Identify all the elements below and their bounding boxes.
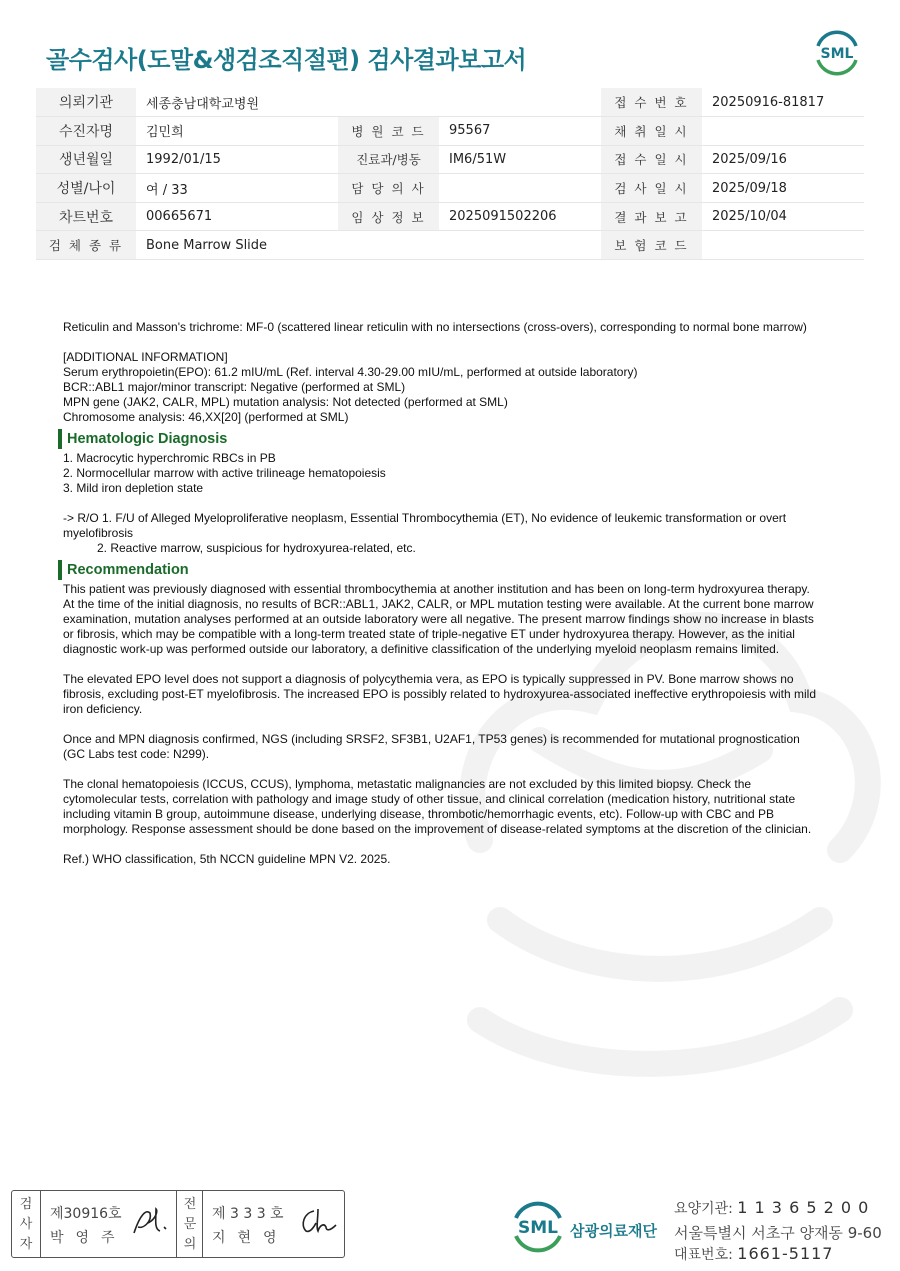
sml-logo [812,30,862,76]
logo-text: SML [820,46,854,62]
field-value-clinical-info: 2025091502206 [439,202,601,231]
field-label-insurance-code: 보 험 코 드 [601,231,702,260]
recommendation-paragraph: The clonal hematopoiesis (ICCUS, CCUS), lymphoma, metastatic malignancies are not excluded by this limited biopsy. Check the cytomolecular tests, correlation with pathology and image study of other tissue, and clinical correlation (medication history, nutritional state including vitamin B group, autoimmune disease, underlying disease, thrombotic/hemorrhagic events, etc). Follow-up with CBC and PB morphology. Response assessment should be done based on the improvement of disease-related symptoms at the discretion of the clinician. [63,777,812,836]
table-row [36,174,864,203]
field-label-test-date: 검 사 일 시 [601,174,702,203]
organization-name: 삼광의료재단 [570,1222,657,1240]
field-value-result-report: 2025/10/04 [702,202,864,231]
field-value-attending-doctor [439,174,601,203]
institution-code: 요양기관: 1 1 3 6 5 2 0 0 [674,1198,870,1217]
field-label-accession-number: 접 수 번 호 [601,88,702,117]
field-label-attending-doctor: 담 당 의 사 [338,174,439,203]
logo-text: SML [518,1218,558,1238]
specialist-name: 지현영 [212,1230,289,1246]
field-label-sex-age: 성별/나이 [36,174,136,203]
field-value-received-date: 2025/09/16 [702,145,864,174]
signature-box [11,1190,345,1258]
section-heading-recommendation: Recommendation [58,560,823,580]
table-row [36,117,864,146]
field-label-result-report: 결 과 보 고 [601,202,702,231]
field-value-sex-age: 여 / 33 [136,174,338,203]
additional-info-line: MPN gene (JAK2, CALR, MPL) mutation analysis: Not detected (performed at SML) [63,395,508,409]
field-value-accession-number: 20250916-81817 [702,88,864,117]
specialist-label: 전 문 의 [183,1197,197,1252]
field-label-specimen-type: 검 체 종 류 [36,231,136,260]
address: 서울특별시 서초구 양재동 9-60 [674,1224,882,1242]
field-value-requesting-institution: 세종충남대학교병원 [136,88,601,117]
field-label-requesting-institution: 의뢰기관 [36,88,136,117]
additional-info-header: [ADDITIONAL INFORMATION] [63,350,228,364]
reference-line: Ref.) WHO classification, 5th NCCN guideline MPN V2. 2025. [63,852,391,866]
field-value-insurance-code [702,231,864,260]
report-body [63,320,823,867]
field-value-collection-date [702,117,864,146]
field-value-chart-number: 00665671 [136,202,338,231]
recommendation-paragraph: Once and MPN diagnosis confirmed, NGS (including SRSF2, SF3B1, U2AF1, TP53 genes) is recommended for mutational prognostication (GC Labs test code: N299). [63,732,800,761]
table-row [36,202,864,231]
field-label-chart-number: 차트번호 [36,202,136,231]
recommendation-paragraph: The elevated EPO level does not support a diagnosis of polycythemia vera, as EPO is typically suppressed in PV. Bone marrow shows no fibrosis, excluding post-ET myelofibrosis. The increased EPO is possibly related to hydroxyurea-associated ineffective erythropoiesis with mild iron deficiency. [63,672,817,716]
field-value-department-ward: IM6/51W [439,145,601,174]
examiner-signature [130,1205,176,1239]
diagnosis-item: 1. Macrocytic hyperchromic RBCs in PB [63,451,276,465]
table-row [36,145,864,174]
reticulin-finding: Reticulin and Masson's trichrome: MF-0 (scattered linear reticulin with no intersections (cross-overs), corresponding to normal bone marrow) [63,320,807,334]
diagnosis-item: 2. Normocellular marrow with active trilineage hematopoiesis [63,466,386,480]
rule-out-item: 2. Reactive marrow, suspicious for hydroxyurea-related, etc. [97,541,416,555]
specialist-registration: 제 3 3 3 호 [212,1206,284,1222]
field-value-test-date: 2025/09/18 [702,174,864,203]
diagnosis-item: 3. Mild iron depletion state [63,481,204,495]
field-label-birth-date: 생년월일 [36,145,136,174]
table-row [36,231,864,260]
examiner-name: 박영주 [50,1230,127,1246]
field-label-hospital-code: 병 원 코 드 [338,117,439,146]
field-label-department-ward: 진료과/병동 [338,145,439,174]
rule-out-item: -> R/O 1. F/U of Alleged Myeloproliferative neoplasm, Essential Thrombocythemia (ET), No evidence of leukemic transformation or overt myelofibrosis [63,511,787,540]
additional-info-line: Chromosome analysis: 46,XX[20] (performed at SML) [63,410,349,424]
examiner-registration: 제30916호 [50,1206,122,1222]
specialist-signature [296,1205,342,1239]
field-label-clinical-info: 임 상 정 보 [338,202,439,231]
phone-number: 대표번호: 1661-5117 [674,1244,834,1263]
examiner-label: 검 사 자 [19,1197,33,1252]
recommendation-paragraph: This patient was previously diagnosed with essential thrombocythemia at another institution and has been on long-term hydroxyurea therapy. At the time of the initial diagnosis, no results of BCR::ABL1, JAK2, CALR, or MPL mutation testing were available. At the current bone marrow examination, mutation analyses performed at an outside laboratory were all negative. The present marrow findings show no increase in blasts or fibrosis, which may be compatible with a long-term treated state of triple-negative ET under hydroxyurea therapy. However, as the initial diagnostic work-up was performed outside our laboratory, a definitive classification of the underlying myeloid neoplasm remains limited. [63,582,814,656]
field-value-specimen-type: Bone Marrow Slide [136,231,601,260]
table-row [36,88,864,117]
sml-logo-footer [510,1198,566,1254]
additional-info-line: BCR::ABL1 major/minor transcript: Negative (performed at SML) [63,380,406,394]
field-label-patient-name: 수진자명 [36,117,136,146]
report-title: 골수검사(도말&생검조직절편) 검사결과보고서 [46,46,527,74]
additional-info-line: Serum erythropoietin(EPO): 61.2 mIU/mL (Ref. interval 4.30-29.00 mIU/mL, performed at outside laboratory) [63,365,638,379]
field-label-collection-date: 채 취 일 시 [601,117,702,146]
patient-info-table [36,88,864,260]
field-value-hospital-code: 95567 [439,117,601,146]
field-label-received-date: 접 수 일 시 [601,145,702,174]
field-value-patient-name: 김민희 [136,117,338,146]
field-value-birth-date: 1992/01/15 [136,145,338,174]
section-heading-hematologic-diagnosis: Hematologic Diagnosis [58,429,823,449]
